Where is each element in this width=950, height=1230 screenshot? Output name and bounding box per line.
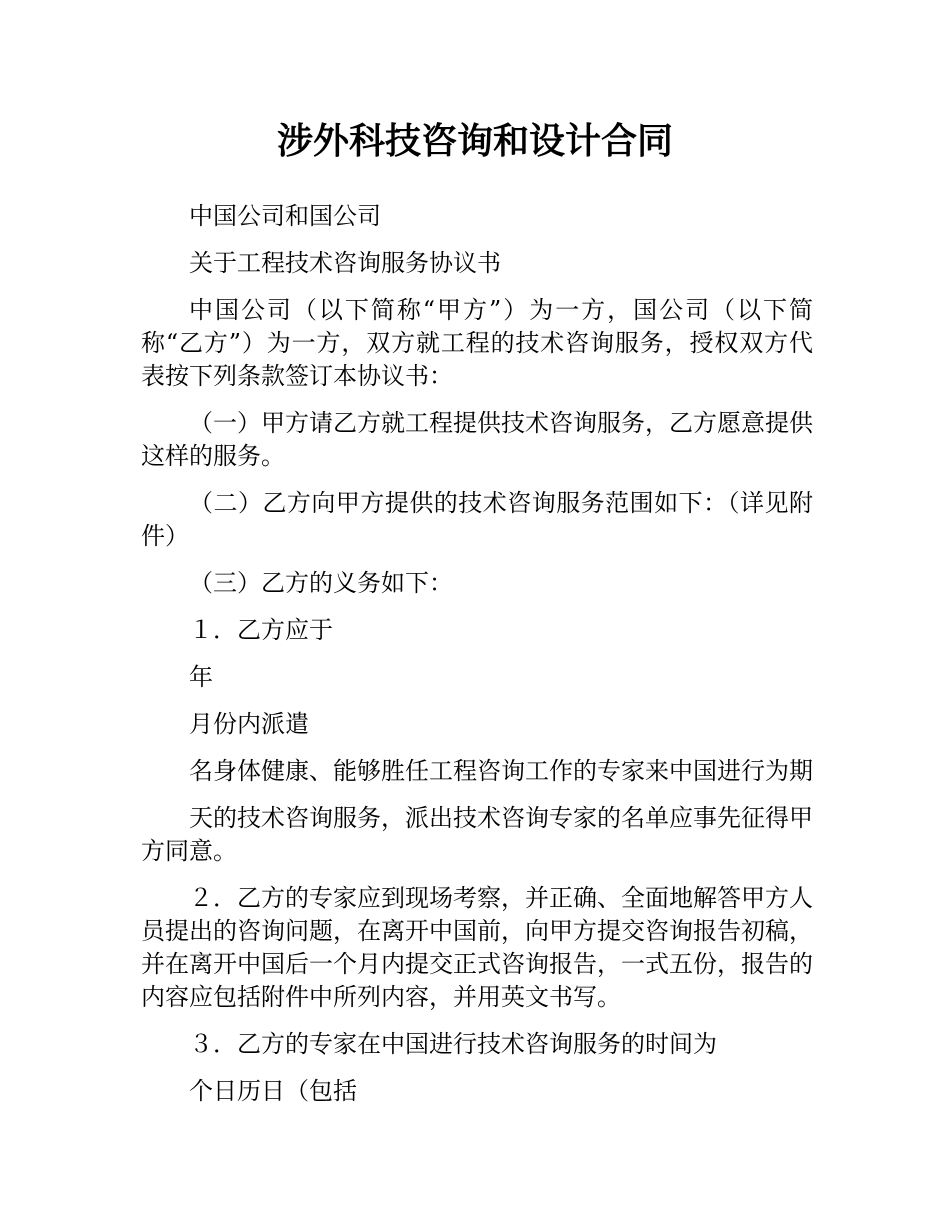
paragraph-clause-2: （二）乙方向甲方提供的技术咨询服务范围如下：（详见附件） [141, 489, 813, 550]
paragraph-month: 月份内派遣 [189, 710, 309, 738]
paragraph-agreement-name: 关于工程技术咨询服务协议书 [189, 249, 501, 277]
paragraph-clause-1: （一）甲方请乙方就工程提供技术咨询服务，乙方愿意提供这样的服务。 [141, 409, 813, 470]
paragraph-item-3: ３．乙方的专家在中国进行技术咨询服务的时间为 [189, 1030, 717, 1058]
paragraph-experts: 名身体健康、能够胜任工程咨询工作的专家来中国进行为期 [189, 757, 813, 785]
document-title: 涉外科技咨询和设计合同 [276, 121, 673, 162]
paragraph-preamble: 中国公司（以下简称“甲方”）为一方，国公司（以下简称“乙方”）为一方，双方就工程的技术咨询服务，授权双方代表按下列条款签订本协议书： [141, 296, 813, 390]
paragraph-calendar-days: 个日历日（包括 [189, 1077, 357, 1105]
document-body [141, 200, 813, 1122]
paragraph-clause-3: （三）乙方的义务如下： [189, 569, 453, 597]
paragraph-year: 年 [189, 663, 213, 691]
paragraph-days: 天的技术咨询服务，派出技术咨询专家的名单应事先征得甲方同意。 [141, 804, 813, 865]
paragraph-parties: 中国公司和国公司 [189, 202, 381, 230]
paragraph-item-2: ２．乙方的专家应到现场考察，并正确、全面地解答甲方人员提出的咨询问题，在离开中国前，向甲方提交咨询报告初稿，并在离开中国后一个月内提交正式咨询报告，一式五份，报告的内容应包括附件中所列内容，并用英文书写。 [141, 884, 813, 1011]
paragraph-item-1: １．乙方应于 [189, 616, 333, 644]
